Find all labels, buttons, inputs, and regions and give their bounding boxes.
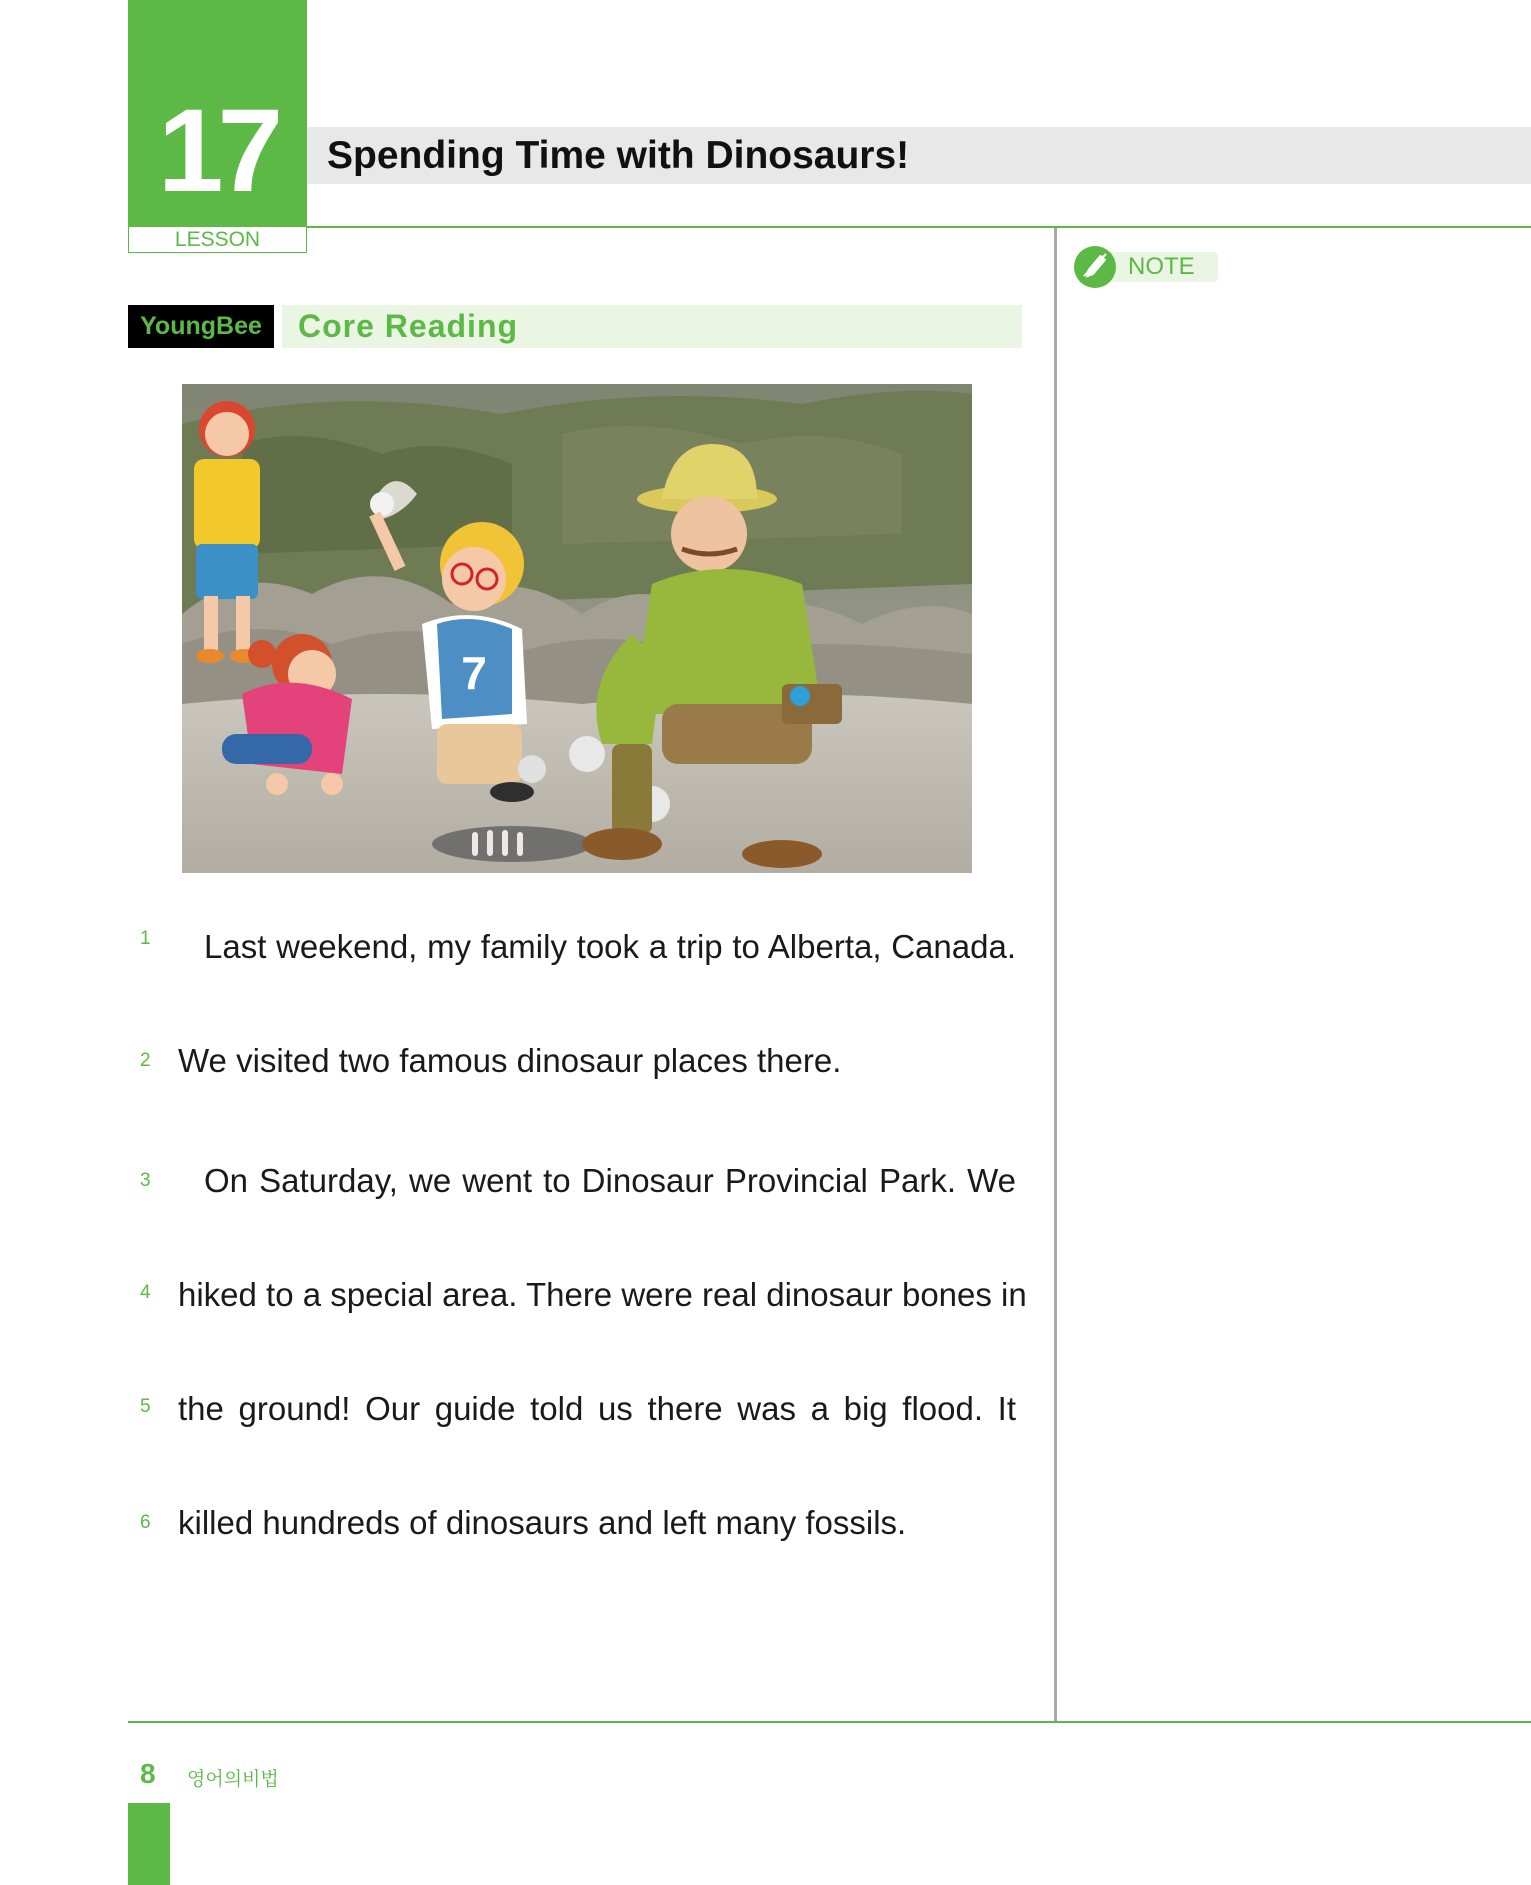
line-number: 3 bbox=[140, 1170, 151, 1191]
page-title: Spending Time with Dinosaurs! bbox=[327, 134, 910, 177]
page-number: 8 bbox=[140, 1758, 156, 1789]
footer-tab bbox=[128, 1803, 170, 1885]
header-rule bbox=[307, 226, 1531, 228]
reading-line: killed hundreds of dinosaurs and left many fossils. bbox=[178, 1504, 907, 1541]
reading-line: Last weekend, my family took a trip to Alberta, Canada. bbox=[204, 928, 1016, 965]
note-label: NOTE bbox=[1128, 253, 1195, 280]
dinosaur-dig-illustration bbox=[182, 384, 972, 873]
line-number: 5 bbox=[140, 1396, 151, 1417]
youngbee-badge: YoungBee bbox=[128, 305, 274, 348]
pencil-icon bbox=[1074, 246, 1116, 288]
reading-line: We visited two famous dinosaur places there. bbox=[178, 1042, 842, 1079]
line-number: 4 bbox=[140, 1282, 151, 1303]
lesson-number: 17 bbox=[157, 85, 278, 217]
reading-line: the ground! Our guide told us there was a big flood. It bbox=[178, 1390, 1016, 1427]
line-number: 1 bbox=[140, 928, 151, 949]
footer-rule bbox=[128, 1721, 1531, 1723]
line-number: 2 bbox=[140, 1050, 151, 1071]
book-name: 영어의비법 bbox=[187, 1769, 279, 1790]
column-divider bbox=[1054, 228, 1057, 1721]
reading-line: On Saturday, we went to Dinosaur Provincial Park. We bbox=[204, 1162, 1016, 1199]
reading-line: hiked to a special area. There were real dinosaur bones in bbox=[178, 1276, 1027, 1313]
shirt-number: 7 bbox=[461, 647, 487, 699]
line-number: 6 bbox=[140, 1512, 151, 1533]
section-title: Core Reading bbox=[298, 308, 519, 344]
lesson-label: LESSON bbox=[128, 226, 307, 253]
